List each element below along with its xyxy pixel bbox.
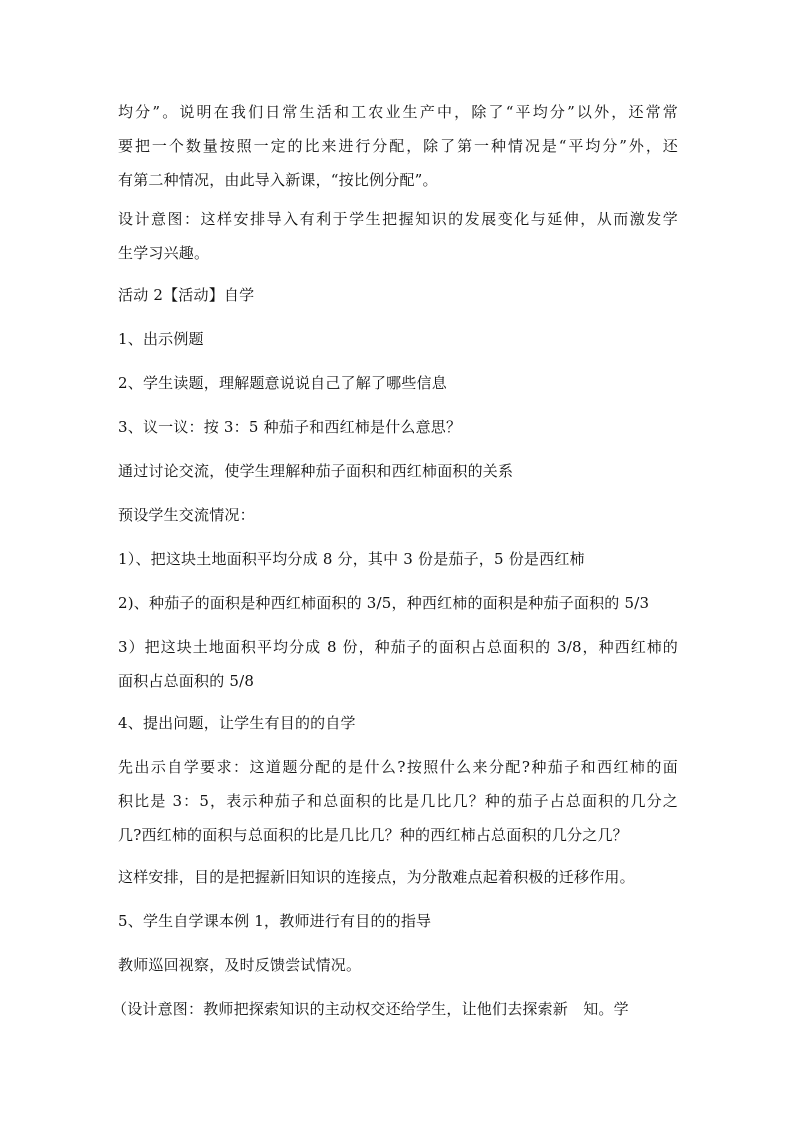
text-line: 几?西红柿的面积与总面积的比是几比几？种的西红柿占总面积的几分之几？	[118, 826, 628, 844]
discussion-paragraph	[118, 454, 678, 488]
text-line: 活动 2【活动】自学	[118, 286, 255, 304]
text-line: 4、提出问题，让学生有目的的自学	[118, 714, 356, 732]
step-4	[118, 706, 678, 740]
text-line: 有第二种情况，由此导入新课，“按比例分配”。	[118, 171, 438, 189]
arrangement-purpose	[118, 860, 678, 894]
text-line: 3）把这块土地面积平均分成 8 份，种茄子的面积占总面积的 3/8，种西红柿的	[118, 638, 678, 656]
text-line: 1、出示例题	[118, 330, 204, 348]
preset-item-1	[118, 542, 678, 576]
paragraph-intro-conclusion	[118, 95, 678, 197]
text-line: 教师巡回视察，及时反馈尝试情况。	[118, 956, 362, 974]
preset-item-2	[118, 586, 678, 620]
text-line: 预设学生交流情况：	[118, 506, 255, 524]
step-2	[118, 366, 678, 400]
step-3	[118, 410, 678, 444]
text-line: 3、议一议：按 3：5 种茄子和西红柿是什么意思？	[118, 418, 462, 436]
paragraph-design-intent	[118, 202, 678, 270]
text-line: 均分”。说明在我们日常生活和工农业生产中，除了“平均分”以外，还常常	[118, 103, 678, 121]
text-line: 面积占总面积的 5/8	[118, 672, 255, 690]
teacher-patrol	[118, 948, 678, 982]
activity-heading	[118, 278, 678, 312]
text-line: 生学习兴趣。	[118, 244, 210, 262]
self-study-requirements	[118, 750, 678, 852]
preset-item-3	[118, 630, 678, 698]
text-line: 设计意图：这样安排导入有利于学生把握知识的发展变化与延伸，从而激发学	[118, 210, 678, 228]
preset-heading	[118, 498, 678, 532]
text-line: 1）、把这块土地面积平均分成 8 分，其中 3 份是茄子，5 份是西红柿	[118, 550, 585, 568]
design-intent-final	[112, 992, 678, 1026]
text-line: 2、学生读题，理解题意说说自己了解了哪些信息	[118, 374, 447, 392]
text-line: （设计意图：教师把探索知识的主动权交还给学生，让他们去探索新 知。学	[112, 1000, 629, 1018]
text-line: 通过讨论交流，使学生理解种茄子面积和西红柿面积的关系	[118, 462, 514, 480]
text-line: 要把一个数量按照一定的比来进行分配，除了第一种情况是“平均分”外，还	[118, 137, 678, 155]
text-line: 5、学生自学课本例 1，教师进行有目的的指导	[118, 912, 432, 930]
text-line: 2)、种茄子的面积是种西红柿面积的 3/5，种西红柿的面积是种茄子面积的 5/3	[118, 594, 650, 612]
text-line: 先出示自学要求：这道题分配的是什么?按照什么来分配?种茄子和西红柿的面	[118, 758, 678, 776]
text-line: 积比是 3：5，表示种茄子和总面积的比是几比几？种的茄子占总面积的几分之	[118, 792, 678, 810]
text-line: 这样安排，目的是把握新旧知识的连接点，为分散难点起着积极的迁移作用。	[118, 868, 635, 886]
step-5	[118, 904, 678, 938]
step-1	[118, 322, 678, 356]
